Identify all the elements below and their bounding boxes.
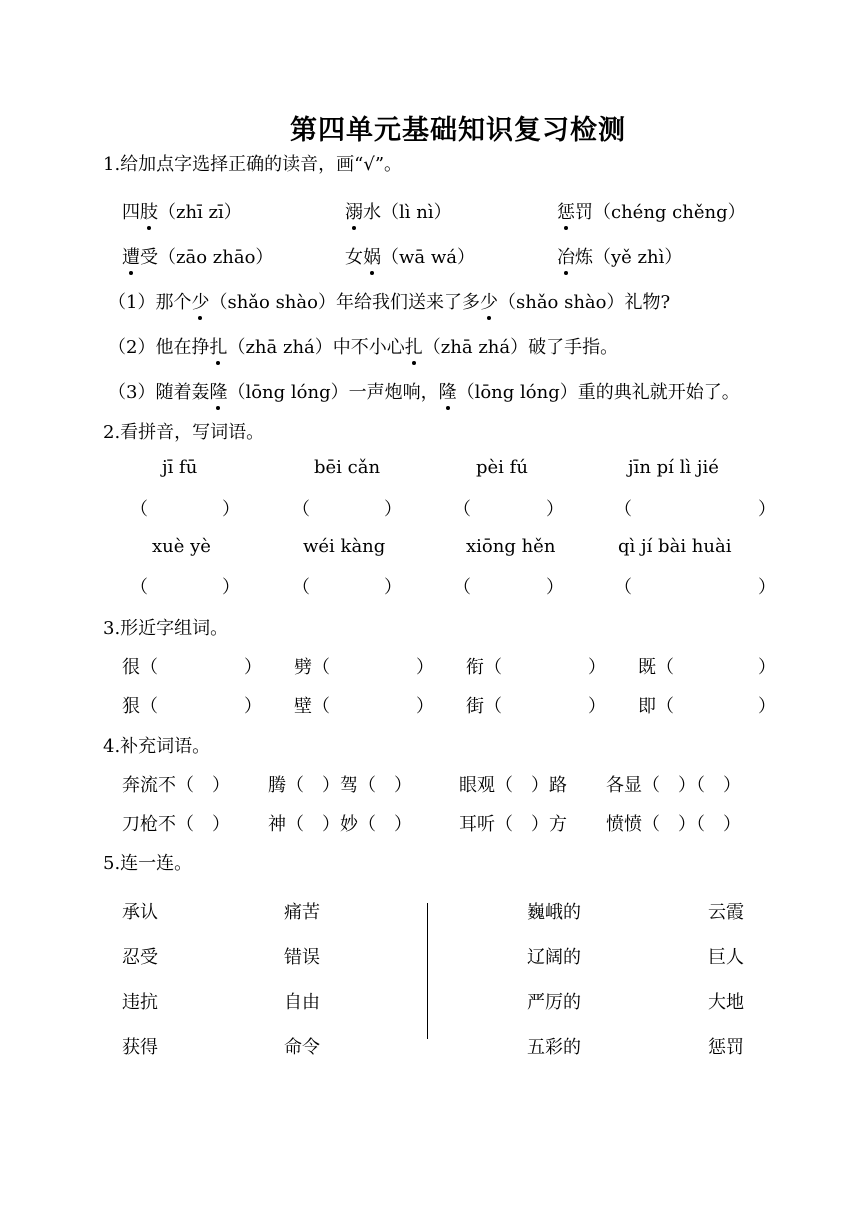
answer-open: （ xyxy=(130,499,148,520)
match-word: 错误 xyxy=(284,947,320,968)
answer-open: （ xyxy=(614,499,632,520)
match-word: 忍受 xyxy=(122,947,158,968)
idiom-blank: 腾（ ）驾（ ） xyxy=(268,775,412,796)
similar-char: 衔（ xyxy=(466,657,502,678)
answer-close: ） xyxy=(384,499,402,520)
answer-close: ） xyxy=(244,657,262,678)
pinyin: xiōng hěn xyxy=(466,536,556,557)
answer-close: ） xyxy=(244,696,262,717)
answer-open: （ xyxy=(292,499,310,520)
match-word: 严厉的 xyxy=(527,992,581,1013)
dotted-char: 溺 xyxy=(345,198,363,224)
answer-close: ） xyxy=(416,657,434,678)
q2-heading: 2.看拼音，写词语。 xyxy=(103,422,265,443)
answer-close: ） xyxy=(588,657,606,678)
answer-close: ） xyxy=(588,696,606,717)
pinyin: pèi fú xyxy=(476,457,528,478)
answer-close: ） xyxy=(384,577,402,598)
idiom-blank: 各显（ ）（ ） xyxy=(606,775,741,796)
idiom-blank: 愤愤（ ）（ ） xyxy=(606,814,741,835)
answer-open: （ xyxy=(130,577,148,598)
dotted-char: 娲 xyxy=(363,243,381,269)
similar-char: 壁（ xyxy=(294,696,330,717)
match-word: 获得 xyxy=(122,1037,158,1058)
answer-close: ） xyxy=(758,577,776,598)
pinyin: xuè yè xyxy=(152,536,211,557)
answer-close: ） xyxy=(758,657,776,678)
idiom-blank: 耳听（ ）方 xyxy=(459,814,567,835)
answer-close: ） xyxy=(416,696,434,717)
match-word: 痛苦 xyxy=(284,902,320,923)
q1-item: 遭受（zāo zhāo） xyxy=(122,243,273,269)
q1-sentence-1: （1）那个少（shǎo shào）年给我们送来了多少（shǎo shào）礼物? xyxy=(108,288,670,314)
idiom-blank: 奔流不（ ） xyxy=(122,775,230,796)
q1-item: 四肢（zhī zī） xyxy=(122,198,242,224)
pinyin: wéi kàng xyxy=(303,536,386,557)
q1-sentence-3: （3）随着轰隆（lōng lóng）一声炮响，隆（lōng lóng）重的典礼就开始了。 xyxy=(108,378,740,404)
similar-char: 街（ xyxy=(466,696,502,717)
answer-open: （ xyxy=(453,499,471,520)
answer-open: （ xyxy=(292,577,310,598)
match-word: 命令 xyxy=(284,1037,320,1058)
similar-char: 即（ xyxy=(638,696,674,717)
match-word: 辽阔的 xyxy=(527,947,581,968)
answer-close: ） xyxy=(546,577,564,598)
answer-close: ） xyxy=(758,696,776,717)
q1-heading: 1.给加点字选择正确的读音，画“√”。 xyxy=(103,154,403,175)
q3-heading: 3.形近字组词。 xyxy=(103,618,229,639)
column-divider xyxy=(427,903,428,1039)
answer-close: ） xyxy=(546,499,564,520)
answer-close: ） xyxy=(758,499,776,520)
dotted-char: 肢 xyxy=(140,198,158,224)
page-title: 第四单元基础知识复习检测 xyxy=(290,115,626,146)
answer-close: ） xyxy=(222,577,240,598)
idiom-blank: 神（ ）妙（ ） xyxy=(268,814,412,835)
q1-item: 溺水（lì nì） xyxy=(345,198,452,224)
match-word: 巨人 xyxy=(708,947,744,968)
pinyin: jī fū xyxy=(162,457,198,478)
match-word: 违抗 xyxy=(122,992,158,1013)
q4-heading: 4.补充词语。 xyxy=(103,736,211,757)
idiom-blank: 眼观（ ）路 xyxy=(459,775,567,796)
pinyin: qì jí bài huài xyxy=(618,536,732,557)
q1-sentence-2: （2）他在挣扎（zhā zhá）中不小心扎（zhā zhá）破了手指。 xyxy=(108,333,618,359)
dotted-char: 惩 xyxy=(557,198,575,224)
answer-open: （ xyxy=(453,577,471,598)
q1-item: 女娲（wā wá） xyxy=(345,243,475,269)
q5-heading: 5.连一连。 xyxy=(103,853,193,874)
answer-open: （ xyxy=(614,577,632,598)
match-word: 自由 xyxy=(284,992,320,1013)
match-word: 云霞 xyxy=(708,902,744,923)
dotted-char: 遭 xyxy=(122,243,140,269)
pinyin: bēi cǎn xyxy=(314,457,381,478)
match-word: 惩罚 xyxy=(708,1037,744,1058)
dotted-char: 冶 xyxy=(557,243,575,269)
match-word: 大地 xyxy=(708,992,744,1013)
similar-char: 既（ xyxy=(638,657,674,678)
q1-item: 冶炼（yě zhì） xyxy=(557,243,682,269)
similar-char: 劈（ xyxy=(294,657,330,678)
match-word: 五彩的 xyxy=(527,1037,581,1058)
similar-char: 狠（ xyxy=(122,696,158,717)
pinyin: jīn pí lì jié xyxy=(628,457,719,478)
similar-char: 很（ xyxy=(122,657,158,678)
match-word: 承认 xyxy=(122,902,158,923)
match-word: 巍峨的 xyxy=(527,902,581,923)
idiom-blank: 刀枪不（ ） xyxy=(122,814,230,835)
q1-item: 惩罚（chéng chěng） xyxy=(557,198,746,224)
answer-close: ） xyxy=(222,499,240,520)
